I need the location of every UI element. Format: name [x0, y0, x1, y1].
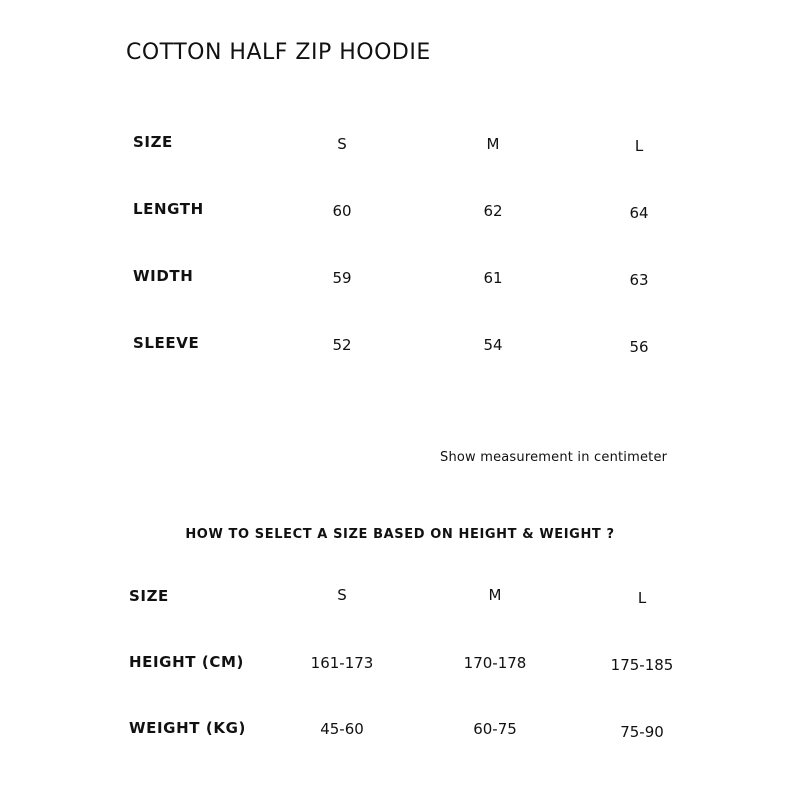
measurement-row-label-sleeve: SLEEVE — [133, 334, 200, 352]
measurement-cell: 61 — [483, 269, 503, 287]
measurement-cell: 63 — [629, 271, 649, 289]
measurement-cell: 60 — [332, 202, 352, 220]
measurement-cell: 54 — [483, 336, 503, 354]
size-guide-cell: 60-75 — [473, 720, 517, 738]
size-guide-heading: HOW TO SELECT A SIZE BASED ON HEIGHT & WEIGHT ? — [185, 527, 615, 542]
size-guide-row-label-height: HEIGHT (CM) — [129, 653, 244, 671]
measurement-cell: 62 — [483, 202, 503, 220]
measurement-row-label-width: WIDTH — [133, 267, 194, 285]
measurement-row-label-length: LENGTH — [133, 200, 204, 218]
measurement-cell: M — [486, 135, 500, 153]
size-guide-row-label-weight: WEIGHT (KG) — [129, 719, 246, 737]
size-guide-cell: S — [337, 586, 347, 604]
measurement-cell: 64 — [629, 204, 649, 222]
size-guide-cell: 161-173 — [310, 654, 374, 672]
size-guide-cell: L — [637, 589, 647, 607]
size-guide-cell: M — [488, 586, 502, 604]
size-guide-row-label-size: SIZE — [129, 587, 169, 605]
measurement-cell: 52 — [332, 336, 352, 354]
measurement-row-label-size: SIZE — [133, 133, 173, 151]
size-guide-cell: 75-90 — [620, 723, 664, 741]
measurement-cell: S — [337, 135, 347, 153]
measurement-cell: L — [634, 137, 644, 155]
measurement-cell: 56 — [629, 338, 649, 356]
size-guide-cell: 170-178 — [463, 654, 527, 672]
size-guide-cell: 175-185 — [610, 656, 674, 674]
size-guide-cell: 45-60 — [320, 720, 364, 738]
measurement-unit-note: Show measurement in centimeter — [440, 450, 668, 465]
page-title: COTTON HALF ZIP HOODIE — [126, 40, 431, 65]
measurement-cell: 59 — [332, 269, 352, 287]
